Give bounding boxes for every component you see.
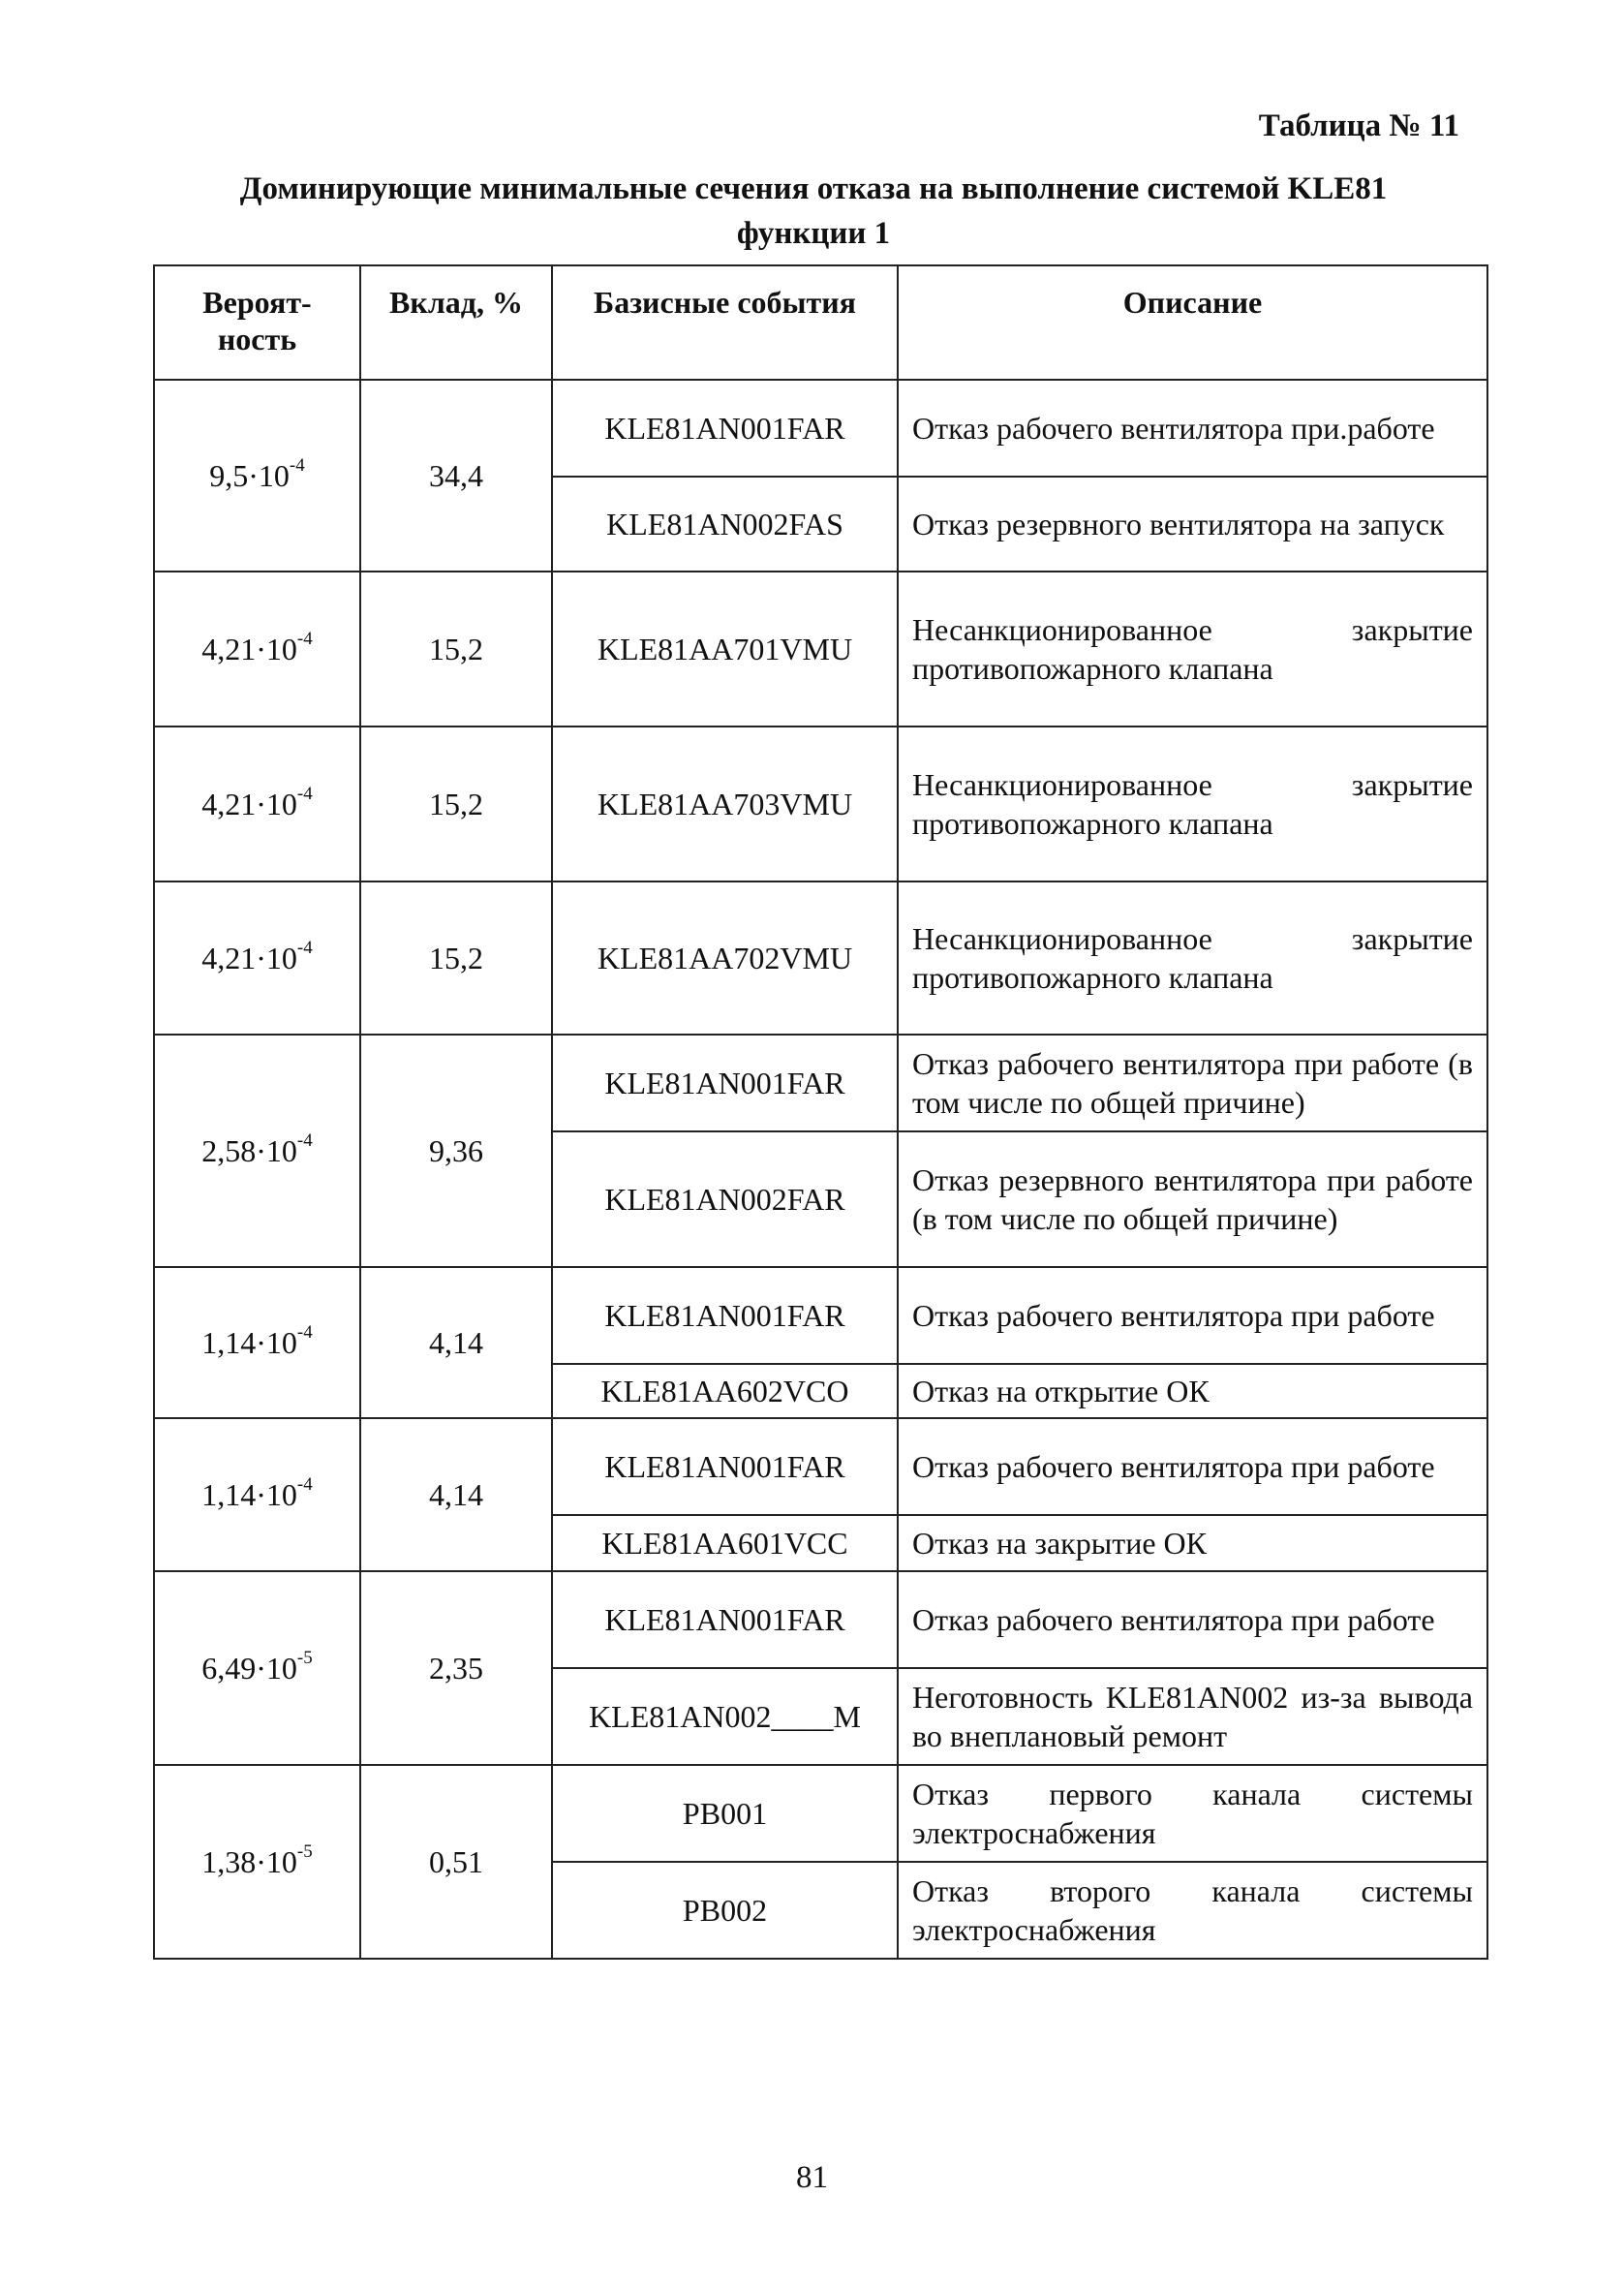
event-code: KLE81AN001FAR: [552, 1267, 898, 1364]
event-description: Несанкционированное закрытие противопожарного клапана: [898, 572, 1487, 727]
event-code: KLE81AN001FAR: [552, 1571, 898, 1668]
table-row: [154, 1571, 1487, 1668]
contribution-cell: 15,2: [360, 572, 552, 727]
probability-cell: $4,21\cdot 10^{-4}$: [154, 572, 360, 727]
contribution-cell: 4,14: [360, 1267, 552, 1418]
probability-cell: $2,58\cdot 10^{-4}$: [154, 1035, 360, 1267]
event-description: Отказ рабочего вентилятора при работе: [898, 1571, 1487, 1668]
event-code: KLE81AN002FAR: [552, 1131, 898, 1267]
event-code: KLE81AN001FAR: [552, 1418, 898, 1515]
event-code: KLE81AA602VCO: [552, 1364, 898, 1418]
table-number: Таблица № 11: [1258, 108, 1459, 143]
probability-cell: $1,14\cdot 10^{-4}$: [154, 1418, 360, 1571]
table-header-row: [154, 265, 1487, 380]
title-line-2: функции 1: [736, 216, 891, 251]
title-line-1: Доминирующие минимальные сечения отказа на выполнение системой KLE81: [239, 171, 1388, 206]
event-description: Отказ рабочего вентилятора при работе: [898, 1267, 1487, 1364]
event-code: PB001: [552, 1765, 898, 1862]
event-description: Отказ на закрытие ОК: [898, 1515, 1487, 1571]
table-row: [154, 727, 1487, 882]
table-row: [154, 380, 1487, 477]
table-row: [154, 1267, 1487, 1364]
probability-cell: $1,38\cdot 10^{-5}$: [154, 1765, 360, 1959]
event-description: Отказ рабочего вентилятора при работе: [898, 1418, 1487, 1515]
probability-cell: $4,21\cdot 10^{-4}$: [154, 882, 360, 1035]
event-code: KLE81AA601VCC: [552, 1515, 898, 1571]
contribution-cell: 15,2: [360, 882, 552, 1035]
event-code: KLE81AN001FAR: [552, 380, 898, 477]
event-description: Отказ рабочего вентилятора при работе (в том числе по общей причине): [898, 1035, 1487, 1131]
table-row: [154, 1418, 1487, 1515]
failure-sections-table: [153, 264, 1488, 1960]
table-row: [154, 1035, 1487, 1131]
event-code: KLE81AA701VMU: [552, 572, 898, 727]
event-code: KLE81AA703VMU: [552, 727, 898, 882]
header-probability: Вероят- ность: [154, 265, 360, 380]
page-number: 81: [796, 2160, 828, 2195]
contribution-cell: 9,36: [360, 1035, 552, 1267]
event-code: KLE81AA702VMU: [552, 882, 898, 1035]
event-description: Отказ рабочего вентилятора при.работе: [898, 380, 1487, 477]
event-description: Неготовность KLE81AN002 из-за вывода во внеплановый ремонт: [898, 1668, 1487, 1765]
contribution-cell: 2,35: [360, 1571, 552, 1765]
event-code: KLE81AN001FAR: [552, 1035, 898, 1131]
table-row: [154, 1765, 1487, 1862]
probability-cell: $1,14\cdot 10^{-4}$: [154, 1267, 360, 1418]
event-description: Отказ резервного вентилятора на запуск: [898, 477, 1487, 572]
event-code: KLE81AN002____M: [552, 1668, 898, 1765]
event-description: Отказ на открытие ОК: [898, 1364, 1487, 1418]
table-row: [154, 572, 1487, 727]
probability-cell: $9,5\cdot 10^{-4}$: [154, 380, 360, 572]
contribution-cell: 34,4: [360, 380, 552, 572]
table-row: [154, 882, 1487, 1035]
header-basic-events: Базисные события: [552, 265, 898, 380]
event-description: Отказ резервного вентилятора при работе (в том числе по общей причине): [898, 1131, 1487, 1267]
table-title: [145, 167, 1482, 256]
header-description: Описание: [898, 265, 1487, 380]
event-code: PB002: [552, 1862, 898, 1959]
event-description: Несанкционированное закрытие противопожарного клапана: [898, 882, 1487, 1035]
contribution-cell: 15,2: [360, 727, 552, 882]
event-description: Несанкционированное закрытие противопожарного клапана: [898, 727, 1487, 882]
probability-cell: $4,21\cdot 10^{-4}$: [154, 727, 360, 882]
contribution-cell: 4,14: [360, 1418, 552, 1571]
header-contribution: Вклад, %: [360, 265, 552, 380]
contribution-cell: 0,51: [360, 1765, 552, 1959]
event-code: KLE81AN002FAS: [552, 477, 898, 572]
event-description: Отказ первого канала системы электроснабжения: [898, 1765, 1487, 1862]
probability-cell: $6,49\cdot 10^{-5}$: [154, 1571, 360, 1765]
event-description: Отказ второго канала системы электроснабжения: [898, 1862, 1487, 1959]
